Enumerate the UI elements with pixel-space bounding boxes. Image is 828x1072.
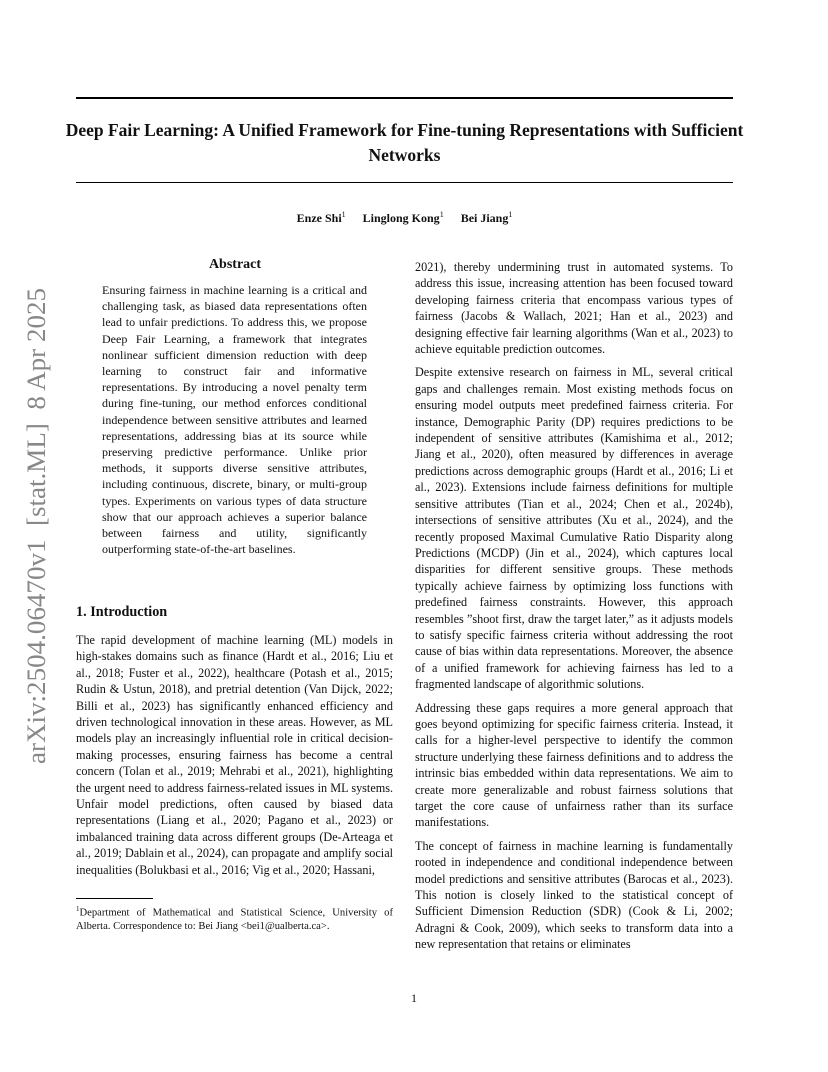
intro-paragraph: The rapid development of machine learning (ML) models in high-stakes domains such as finance (Hardt et al., 2016; Liu et al., 2018; Fuster et al., 2022), healthcare (Potash et al., 2015; Rudin & Ustun, 2018), and pretrial detention (Van Dijck, 2022; Billi et al., 2023) has significantly enhanced efficiency and driven technological innovation in these areas. However, as ML models play an increasingly influential role in critical decision-making processes, ensuring fairness has become a central concern (Tolan et al., 2019; Mehrabi et al., 2021), highlighting the urgent need to address fairness-related issues in ML systems. Unfair model predictions, often caused by biased data representations (Liang et al., 2020; Pagano et al., 2023) or imbalanced training data across different groups (De-Arteaga et al., 2019; Dablain et al., 2024), can propagate and amplify social inequalities (Bolukbasi et al., 2016; Vig et al., 2020; Hassani, xyxy=(76,633,393,877)
page-number: 1 xyxy=(411,991,417,1005)
author-name: Bei Jiang xyxy=(460,211,509,225)
footnote-divider xyxy=(76,898,153,899)
body-paragraph: 2021), thereby undermining trust in automated systems. To address this issue, increasing attention has been focused toward developing fairness criteria that encompass various types of fairness (Jacobs & Wallach, 2021; Han et al., 2023) and designing effective fair learning algorithms (Wan et al., 2023) to achieve equitable prediction outcomes. xyxy=(415,260,733,357)
abstract-heading: Abstract xyxy=(208,257,262,272)
author-affiliation: 1 xyxy=(341,210,346,219)
body-paragraph: The concept of fairness in machine learning is fundamentally rooted in independence and conditional independence between model predictions and sensitive attributes (Barocas et al., 2023). This notion is closely linked to the statistical concept of Sufficient Dimension Reduction (SDR) (Cook & Li, 2002; Adragni & Cook, 2009), which seeks to transform data into a new representation that retains or eliminates xyxy=(415,838,733,952)
footnote-text: Department of Mathematical and Statistical Science, University of Alberta. Correspondence to: Bei Jiang <bei1@ualberta.ca>. xyxy=(76,907,393,933)
author-affiliation: 1 xyxy=(439,210,444,219)
author-affiliation: 1 xyxy=(508,210,513,219)
right-column xyxy=(415,259,733,960)
title-top-rule xyxy=(76,97,733,99)
abstract-body xyxy=(102,282,367,557)
body-paragraph: Addressing these gaps requires a more general approach that goes beyond optimizing for specific fairness criteria. Instead, it calls for a higher-level perspective to identify the common structure underlying these fairness definitions and to address the intrinsic bias embedded within data representations. We aim to create more generalizable and robust fairness solutions that target the core cause of unfairness rather than its surface manifestations. xyxy=(415,700,733,830)
title-bottom-rule xyxy=(76,182,733,183)
paper-title: Deep Fair Learning: A Unified Framework for Fine-tuning Representations with Sufficient Networks xyxy=(65,120,744,165)
arxiv-identifier: arXiv:2504.06470v1 [stat.ML] 8 Apr 2025 xyxy=(22,306,51,764)
arxiv-sidebar xyxy=(13,286,53,766)
author-name: Linglong Kong xyxy=(362,211,440,225)
abstract-text: Ensuring fairness in machine learning is a critical and challenging task, as biased data representations often lead to unfair predictions. To address this, we propose Deep Fair Learning, a framework that integrates nonlinear sufficient dimension reduction with deep learning to construct fair and informative representations. By introducing a novel penalty term during fine-tuning, our method enforces conditional independence between sensitive attributes and learned representations, addressing bias at its source while preserving predictive performance. Unlike prior methods, it supports diverse sensitive attributes, including continuous, discrete, binary, or multi-group types. Experiments on various types of data structure show that our approach achieves a superior balance between fairness and utility, significantly outperforming state-of-the-art baselines. xyxy=(102,283,367,557)
author-list xyxy=(76,210,733,226)
footnote-mark: 1 xyxy=(76,905,80,913)
author-name: Enze Shi xyxy=(296,211,342,225)
intro-column xyxy=(76,632,393,878)
section-heading: 1. Introduction xyxy=(76,604,168,620)
body-paragraph: Despite extensive research on fairness in ML, several critical gaps and challenges remain. Most existing methods focus on ensuring model outputs meet predefined fairness criteria. For instance, Demographic Parity (DP) requires predictions to be independent of sensitive attributes (Kamishima et al., 2012; Jiang et al., 2020), often measured by differences in average predictions across demographic groups (Hardt et al., 2016; Li et al., 2023). Extensions include fairness definitions for multiple sensitive attributes (Tian et al., 2024; Chen et al., 2024b), intersections of sensitive attributes (Xu et al., 2024), and the recently proposed Maximal Cumulative Ratio Disparity along Predictions (MCDP) (Jin et al., 2024), which captures local disparities for different sensitive groups. These methods typically achieve fairness by optimizing loss functions with predefined fairness constraints. However, this approach resembles ”shoot first, draw the target later,” as it adjusts models to satisfy specific fairness criteria without addressing the root cause of bias within data representations. Moreover, the absence of a unified framework for achieving fairness has led to a fragmented landscape of algorithmic solutions. xyxy=(415,365,733,692)
footnote xyxy=(76,903,393,934)
